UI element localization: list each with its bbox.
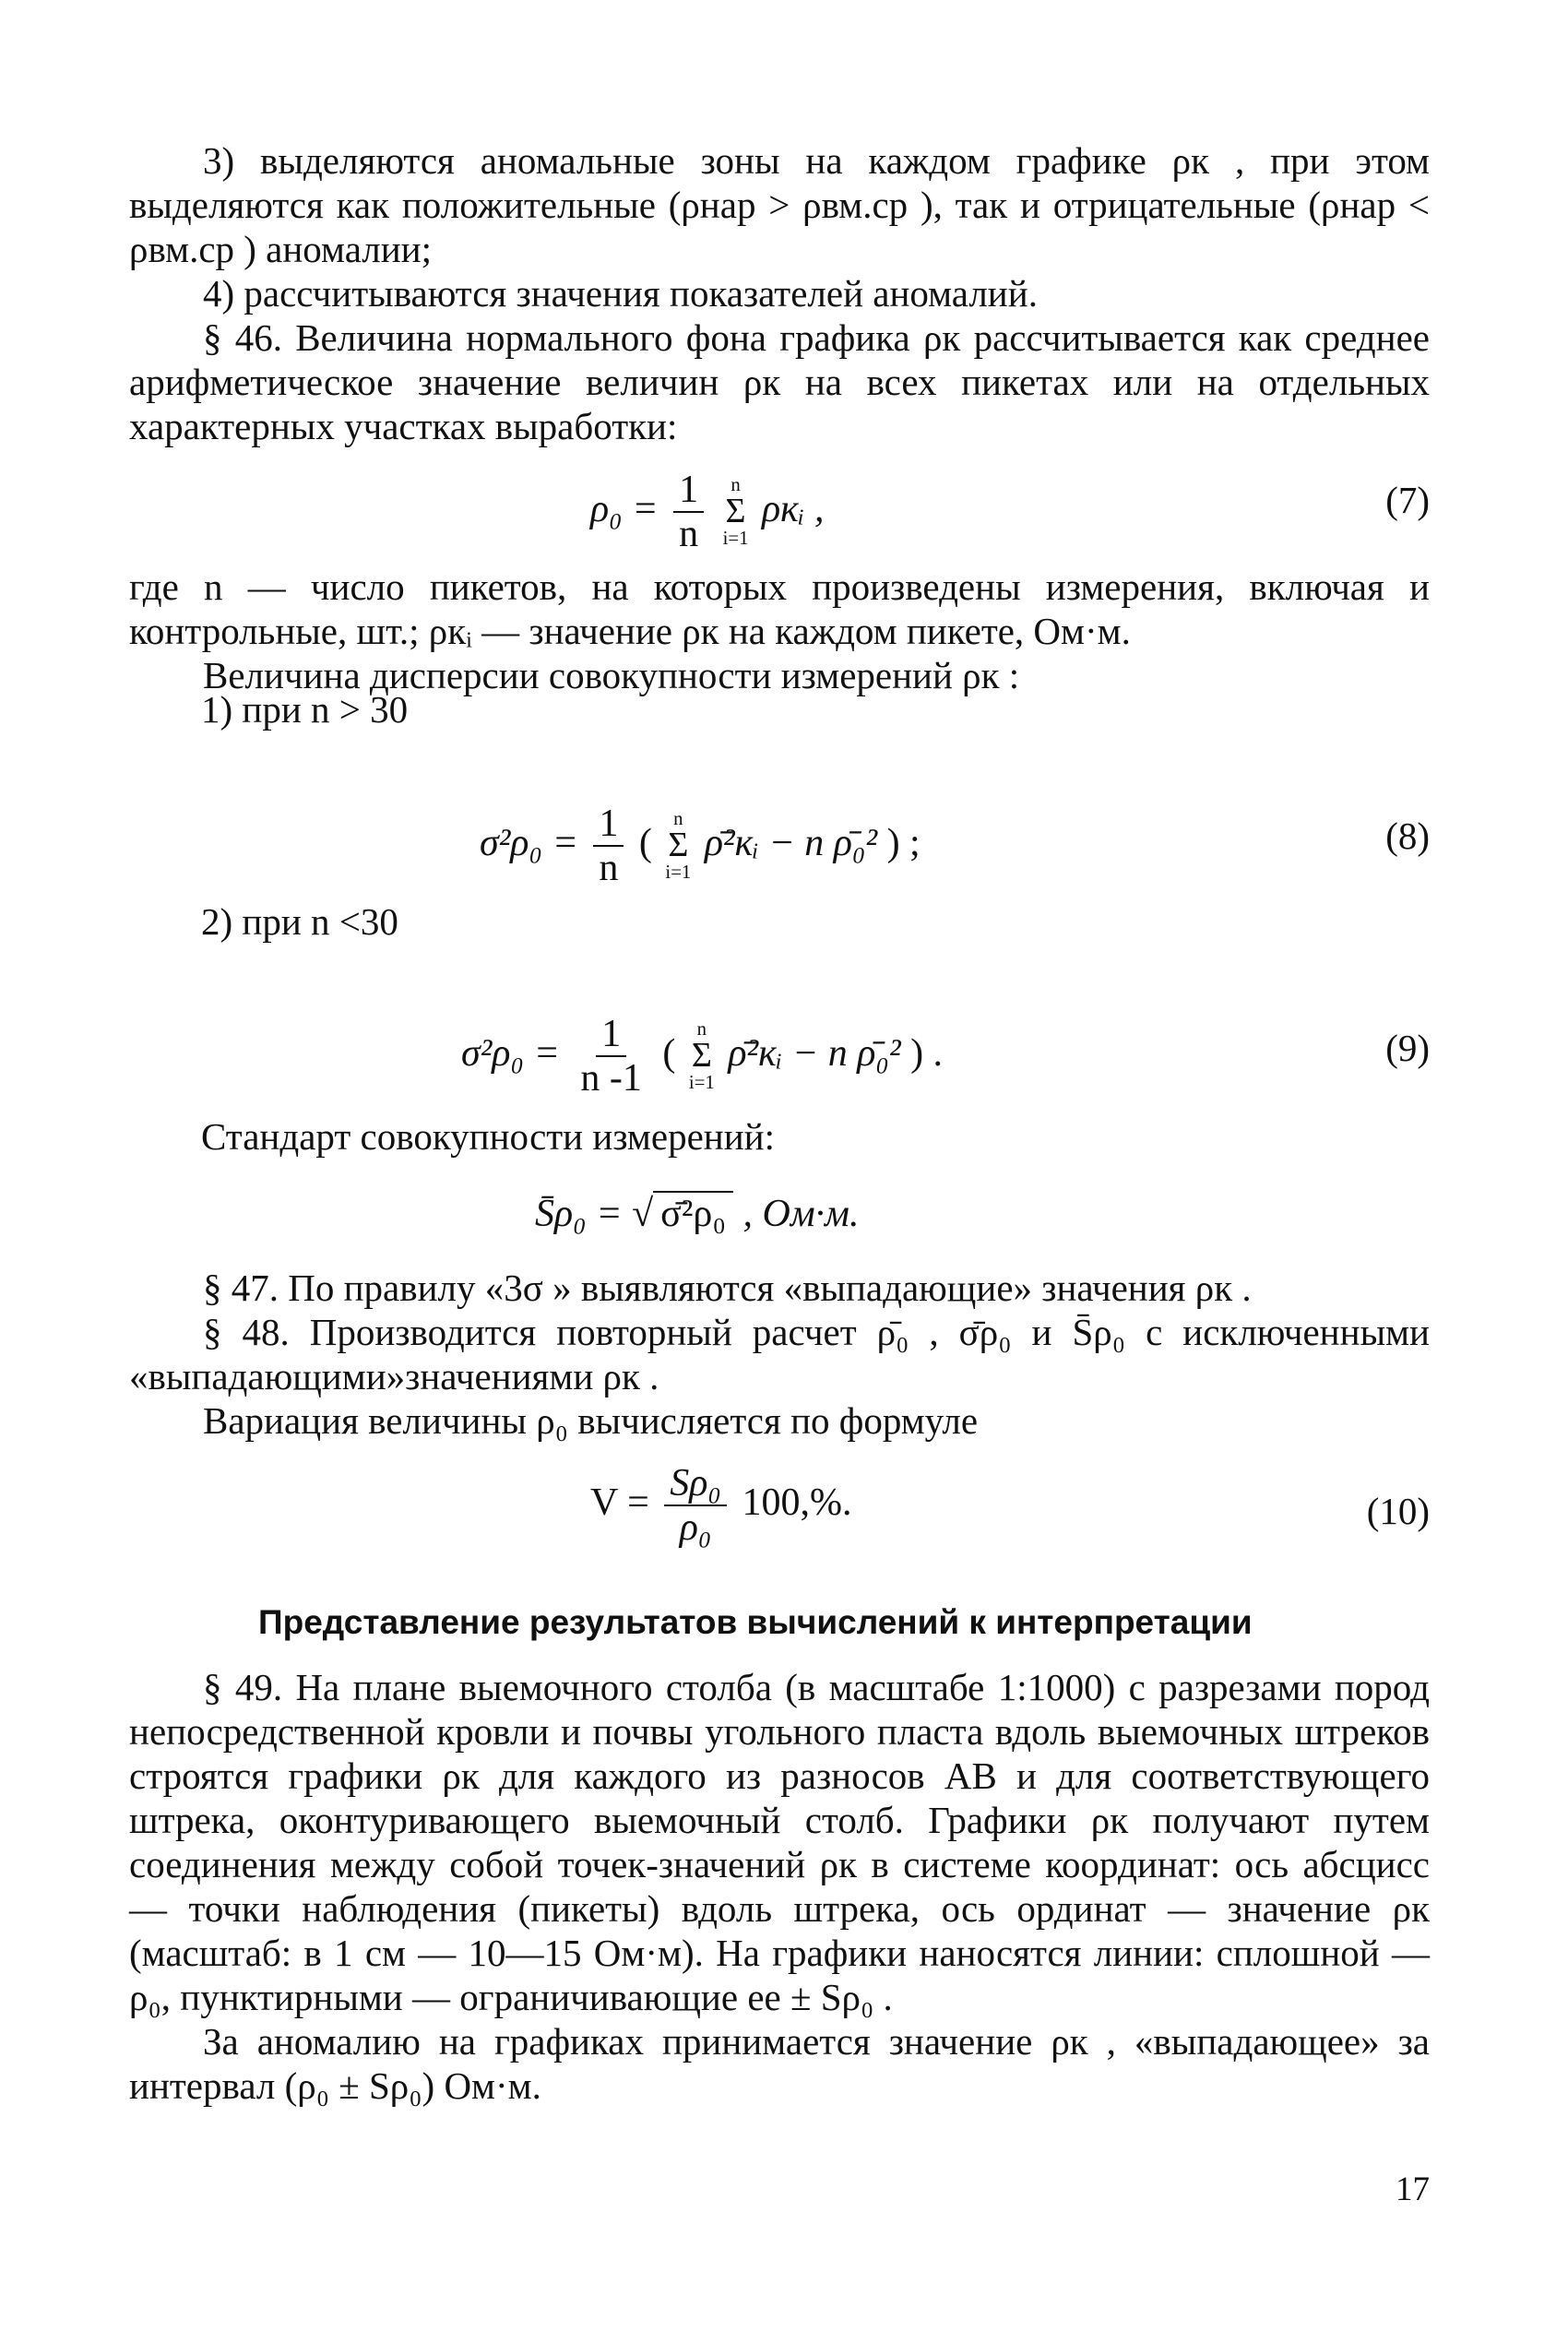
formula-10 xyxy=(590,1462,852,1549)
anomaly-text: За аномалию на графиках принимается значение ρк , «выпадающее» за интервал (ρ₀ ± Sρ₀) Ом·м. xyxy=(129,2020,1430,2107)
item-3-block xyxy=(129,138,1430,448)
eq8-body: ρ̄²кᵢ − n ρ̄₀² xyxy=(704,821,878,864)
paragraph-48: § 48. Производится повторный расчет ρ̄₀ , σ̄ρ₀ и S̄ρ₀ с исключенными «выпадающими»значениями ρк . xyxy=(129,1311,1430,1397)
dispersion-intro: Величина дисперсии совокупности измерений ρк : xyxy=(203,654,1020,696)
eq7-denominator: n xyxy=(679,513,699,556)
formula-std xyxy=(535,1192,859,1236)
eq8-fraction xyxy=(593,803,624,889)
sigma-icon: Σ xyxy=(668,826,689,865)
eq9-fraction xyxy=(575,1013,647,1100)
eq10-denominator: ρ₀ xyxy=(679,1506,712,1550)
paragraphs-47-48 xyxy=(129,1266,1430,1443)
std-radicand: σ̄²ρ₀ xyxy=(653,1191,733,1235)
eq8-sum-top: n xyxy=(673,807,683,829)
eq10-rest: 100,%. xyxy=(742,1481,852,1524)
eq7-sum-bottom: i=1 xyxy=(722,528,749,550)
eq8-sum-bottom: i=1 xyxy=(665,862,692,884)
eq8-denominator: n xyxy=(599,847,619,890)
std-lhs: S̄ρ₀ = xyxy=(535,1193,623,1235)
where-text: где n — число пикетов, на которых произведены измерения, включая и контрольные, шт.; ρкᵢ — значение ρк на каждом пикете, Ом·м. xyxy=(129,565,1430,652)
eq9-open: ( xyxy=(662,1031,676,1075)
eq9-close: ) . xyxy=(910,1031,944,1075)
std-unit: , Ом·м. xyxy=(742,1193,860,1235)
eq10-numerator: Sρ₀ xyxy=(664,1462,727,1506)
eq8-sum xyxy=(665,807,692,884)
eq9-number: (9) xyxy=(1385,1027,1430,1069)
eq9-sum-bottom: i=1 xyxy=(688,1072,715,1094)
eq9-sum xyxy=(688,1017,715,1094)
formula-8 xyxy=(480,803,921,889)
eq8-lhs: σ²ρ₀ = xyxy=(480,821,578,864)
sigma-icon: Σ xyxy=(725,492,746,531)
paragraph-46: § 46. Величина нормального фона графика ρк рассчитывается как среднее арифметическое значение величин ρк на всех пикетах или на отдельных характерных участках выработки: xyxy=(129,316,1430,447)
eq7-numerator: 1 xyxy=(673,469,704,513)
eq7-lhs: ρ₀ = xyxy=(590,487,659,530)
paragraph-49: § 49. На плане выемочного столба (в масштабе 1:1000) с разрезами пород непосредственной кровли и почвы угольного пласта вдоль выемочных штреков строятся графики ρк для каждого из разносов АВ и для соответствующего штрека, оконтуривающего выемочный столб. Графики ρк получают путем соединения между собой точек-значений ρк в системе координат: ось абсцисс — точки наблюдения (пикеты) вдоль штрека, ось ординат — значение ρк (масштаб: в 1 см — 10—15 Ом·м). На графики наносятся линии: сплошной — ρ₀, пунктирными — ограничивающие ее ± Sρ₀ . xyxy=(129,1666,1430,2018)
eq8-number: (8) xyxy=(1385,815,1430,857)
item-4-text: 4) рассчитываются значения показателей аномалий. xyxy=(203,272,1038,315)
eq8-numerator: 1 xyxy=(593,803,624,847)
page-number: 17 xyxy=(1396,2170,1430,2208)
item-3-text: 3) выделяются аномальные зоны на каждом графике ρк , при этом выделяются как положительные (ρнар > ρвм.ср ), так и отрицательные (ρнар < ρвм.ср ) аномалии; xyxy=(129,139,1430,270)
eq10-number: (10) xyxy=(1366,1490,1430,1532)
paragraph-47: § 47. По правилу «3σ » выявляются «выпадающие» значения ρк . xyxy=(203,1267,1252,1309)
eq9-numerator: 1 xyxy=(596,1013,626,1057)
formula-7 xyxy=(590,469,824,555)
sqrt-icon: √ σ̄²ρ₀ xyxy=(632,1192,733,1236)
eq9-denominator: n -1 xyxy=(580,1057,642,1100)
case-2-label: 2) при n <30 xyxy=(201,900,398,943)
eq9-lhs: σ²ρ₀ = xyxy=(461,1031,560,1075)
eq7-sum xyxy=(722,473,749,550)
variation-text: Вариация величины ρ₀ вычисляется по формуле xyxy=(203,1399,979,1442)
eq8-open: ( xyxy=(638,821,652,864)
eq10-fraction xyxy=(664,1462,727,1549)
eq9-body: ρ̄²кᵢ − n ρ̄₀² xyxy=(728,1031,901,1075)
eq7-sum-top: n xyxy=(731,473,741,495)
section-heading: Представление результатов вычислений к интерпретации xyxy=(258,1603,1253,1641)
where-block xyxy=(129,565,1430,697)
formula-9 xyxy=(461,1013,943,1100)
eq10-lhs: V = xyxy=(590,1481,649,1524)
eq7-number: (7) xyxy=(1385,479,1430,521)
eq7-body: ρкᵢ , xyxy=(762,487,825,530)
std-intro: Стандарт совокупности измерений: xyxy=(201,1115,775,1158)
eq9-sum-top: n xyxy=(696,1017,707,1040)
sigma-icon: Σ xyxy=(691,1036,712,1076)
case-1-label: 1) при n > 30 xyxy=(201,688,409,731)
eq7-fraction xyxy=(673,469,704,555)
paragraph-49-block xyxy=(129,1665,1430,2108)
eq8-close: ) ; xyxy=(886,821,921,864)
